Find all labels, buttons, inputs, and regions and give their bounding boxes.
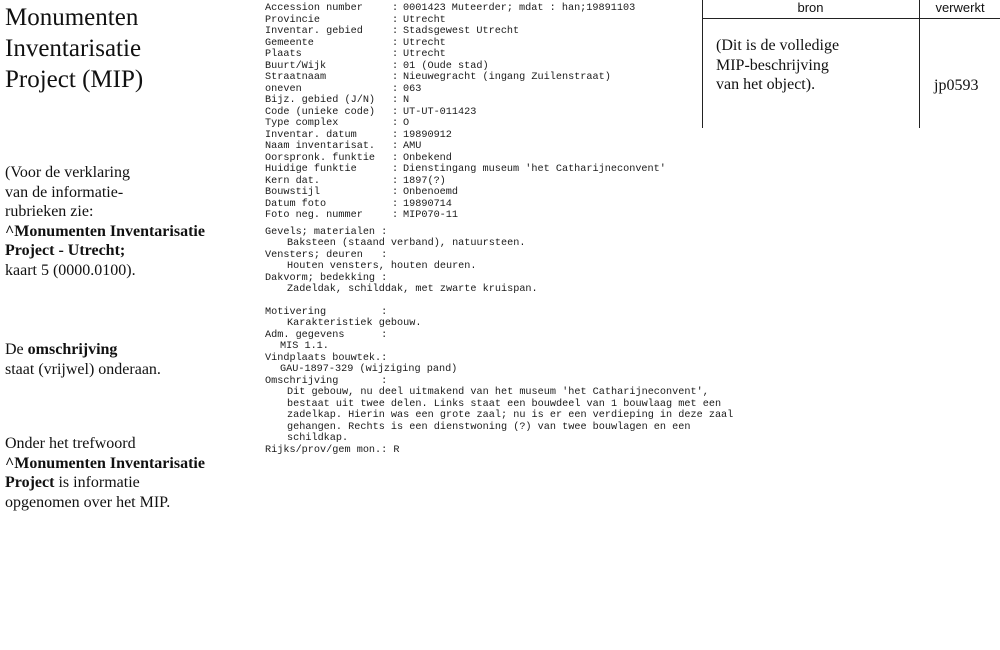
field-value: Onbekend [403, 152, 452, 164]
keyword-link[interactable]: ^Monumenten Inventarisatie [5, 454, 205, 472]
note-explanation [5, 163, 255, 281]
field-separator: : [392, 14, 399, 26]
dakvorm-label: Dakvorm; bedekking : [265, 272, 388, 284]
rijks-value: R [393, 444, 400, 456]
table-divider [919, 0, 920, 128]
record-field [265, 15, 733, 27]
note-line: (Voor de verklaring [5, 164, 130, 181]
field-value: Stadsgewest Utrecht [403, 26, 520, 37]
field-label: Bijz. gebied (J/N) [265, 95, 376, 106]
field-label: Inventar. datum [265, 129, 357, 141]
record-field [265, 118, 733, 130]
record-field [265, 26, 733, 38]
field-label: Buurt/Wijk [265, 60, 327, 72]
reference-link-cont[interactable]: Project - Utrecht; [5, 242, 126, 260]
mutation-info: Muteerder; mdat : han;19891103 [451, 3, 636, 14]
rijks-label: Rijks/prov/gem mon.: [265, 444, 388, 456]
bron-cell [716, 36, 839, 95]
record-field [265, 49, 733, 61]
omschrijving-line: schildkap. [287, 433, 349, 444]
field-label: Datum foto [265, 198, 327, 210]
title-line-3: Project (MIP) [5, 66, 144, 93]
field-separator: : [392, 72, 399, 83]
field-label: Huidige funktie [265, 164, 357, 175]
record-field [265, 164, 733, 176]
omschrijving-line: Dit gebouw, nu deel uitmakend van het museum 'het Catharijneconvent', [287, 387, 709, 398]
record-field [265, 141, 733, 153]
dakvorm-value: Zadeldak, schilddak, met zwarte kruispan. [287, 284, 538, 295]
field-label: Kern dat. [265, 175, 321, 187]
record-field [265, 153, 733, 165]
field-value: Nieuwegracht (ingang Zuilenstraat) [403, 72, 611, 83]
adm-value: MIS 1.1. [280, 341, 329, 352]
field-value: 0001423 [403, 3, 446, 14]
gevels-label: Gevels; materialen : [265, 226, 388, 238]
table-header-rule [702, 18, 1000, 19]
note-line: rubrieken zie: [5, 203, 94, 221]
record-field [265, 38, 733, 50]
note-rest: is informatie [54, 474, 140, 492]
column-header-verwerkt: verwerkt [935, 0, 985, 15]
field-value: 19890714 [403, 198, 452, 210]
spacer [265, 296, 733, 307]
field-label: Foto neg. nummer [265, 210, 363, 221]
field-label: Bouwstijl [265, 187, 321, 198]
field-value: AMU [403, 141, 422, 152]
field-separator: : [392, 26, 399, 37]
field-separator: : [392, 118, 399, 129]
field-value: N [403, 95, 410, 106]
record-field [265, 199, 733, 211]
omschrijving-line: zadelkap. Hierin was een grote zaal; nu is er een verdieping in deze zaal [287, 410, 734, 421]
adm-label: Adm. gegevens : [265, 329, 388, 341]
title-line-1: Monumenten [5, 4, 139, 31]
omschrijving-line: gehangen. Rechts is een dienstwoning (?) van twee bouwlagen en een [287, 421, 691, 433]
note-bold: omschrijving [27, 341, 118, 358]
field-label: Code (unieke code) [265, 106, 376, 118]
note-line: opgenomen over het MIP. [5, 493, 171, 511]
note-prefix: De [5, 341, 28, 358]
field-value: Dienstingang museum 'het Catharijneconvent' [403, 164, 666, 175]
field-value: 01 (Oude stad) [403, 60, 489, 72]
record-field [265, 130, 733, 142]
field-label: Inventar. gebied [265, 26, 363, 37]
note-line: van de informatie- [5, 183, 124, 201]
record-field [265, 84, 733, 96]
field-separator: : [392, 129, 399, 141]
field-separator: : [392, 3, 399, 14]
keyword-link-cont[interactable]: Project [5, 474, 55, 492]
record-field [265, 95, 733, 107]
field-value: MIP070-11 [403, 210, 459, 221]
note-line: kaart 5 (0000.0100). [5, 261, 136, 279]
omschrijving-label: Omschrijving : [265, 375, 388, 387]
bron-line: (Dit is de volledige [716, 37, 840, 54]
field-separator: : [392, 106, 399, 118]
field-separator: : [392, 37, 399, 49]
motivering-label: Motivering : [265, 306, 388, 318]
column-header-bron: bron [797, 0, 824, 15]
note-line: staat (vrijwel) onderaan. [5, 360, 161, 378]
record-field [265, 176, 733, 188]
bron-line: van het object). [716, 76, 816, 94]
field-value: 1897(?) [403, 175, 446, 187]
field-label: Plaats [265, 49, 302, 60]
field-label: Type complex [265, 118, 339, 129]
title-line-2: Inventarisatie [5, 35, 142, 62]
field-separator: : [392, 83, 399, 95]
field-separator: : [392, 187, 399, 198]
field-separator: : [392, 175, 399, 187]
field-value: Utrecht [403, 14, 446, 26]
motivering-value: Karakteristiek gebouw. [287, 318, 422, 329]
bron-line: MIP-beschrijving [716, 56, 829, 74]
vindplaats-label: Vindplaats bouwtek.: [265, 352, 388, 364]
page-title [5, 2, 245, 95]
field-separator: : [392, 95, 399, 106]
gevels-value: Baksteen (staand verband), natuursteen. [287, 238, 526, 249]
note-line: Onder het trefwoord [5, 435, 136, 452]
field-separator: : [392, 210, 399, 221]
record-field [265, 107, 733, 119]
record-field [265, 61, 733, 73]
table-border-left [702, 0, 703, 128]
verwerkt-cell: jp0593 [934, 77, 979, 94]
field-separator: : [392, 198, 399, 210]
field-label: oneven [265, 83, 302, 95]
mip-record [265, 3, 733, 456]
field-value: Onbenoemd [403, 187, 459, 198]
field-value: Utrecht [403, 37, 446, 49]
field-separator: : [392, 49, 399, 60]
field-label: Gemeente [265, 37, 314, 49]
field-value: O [403, 118, 410, 129]
record-field [265, 3, 733, 15]
record-field [265, 210, 733, 222]
record-field [265, 187, 733, 199]
field-label: Accession number [265, 3, 363, 14]
field-label: Straatnaam [265, 72, 327, 83]
field-value: Utrecht [403, 49, 446, 60]
field-separator: : [392, 60, 399, 72]
field-label: Naam inventarisat. [265, 141, 376, 152]
field-value: UT-UT-011423 [403, 106, 477, 118]
note-keyword [5, 434, 255, 512]
vensters-value: Houten vensters, houten deuren. [287, 261, 477, 272]
field-separator: : [392, 141, 399, 152]
field-value: 063 [403, 83, 422, 95]
field-label: Oorspronk. funktie [265, 152, 376, 164]
vensters-label: Vensters; deuren : [265, 249, 388, 261]
omschrijving-line: bestaat uit twee delen. Links staat een bouwdeel van 1 bouwlaag met een [287, 398, 722, 410]
record-field [265, 72, 733, 84]
source-table [702, 0, 1000, 128]
reference-link[interactable]: ^Monumenten Inventarisatie [5, 222, 205, 240]
field-label: Provincie [265, 14, 321, 26]
rijks-field [265, 445, 733, 457]
vindplaats-value: GAU-1897-329 (wijziging pand) [280, 364, 458, 375]
field-separator: : [392, 164, 399, 175]
note-description [5, 340, 255, 379]
field-separator: : [392, 152, 399, 164]
field-value: 19890912 [403, 129, 452, 141]
